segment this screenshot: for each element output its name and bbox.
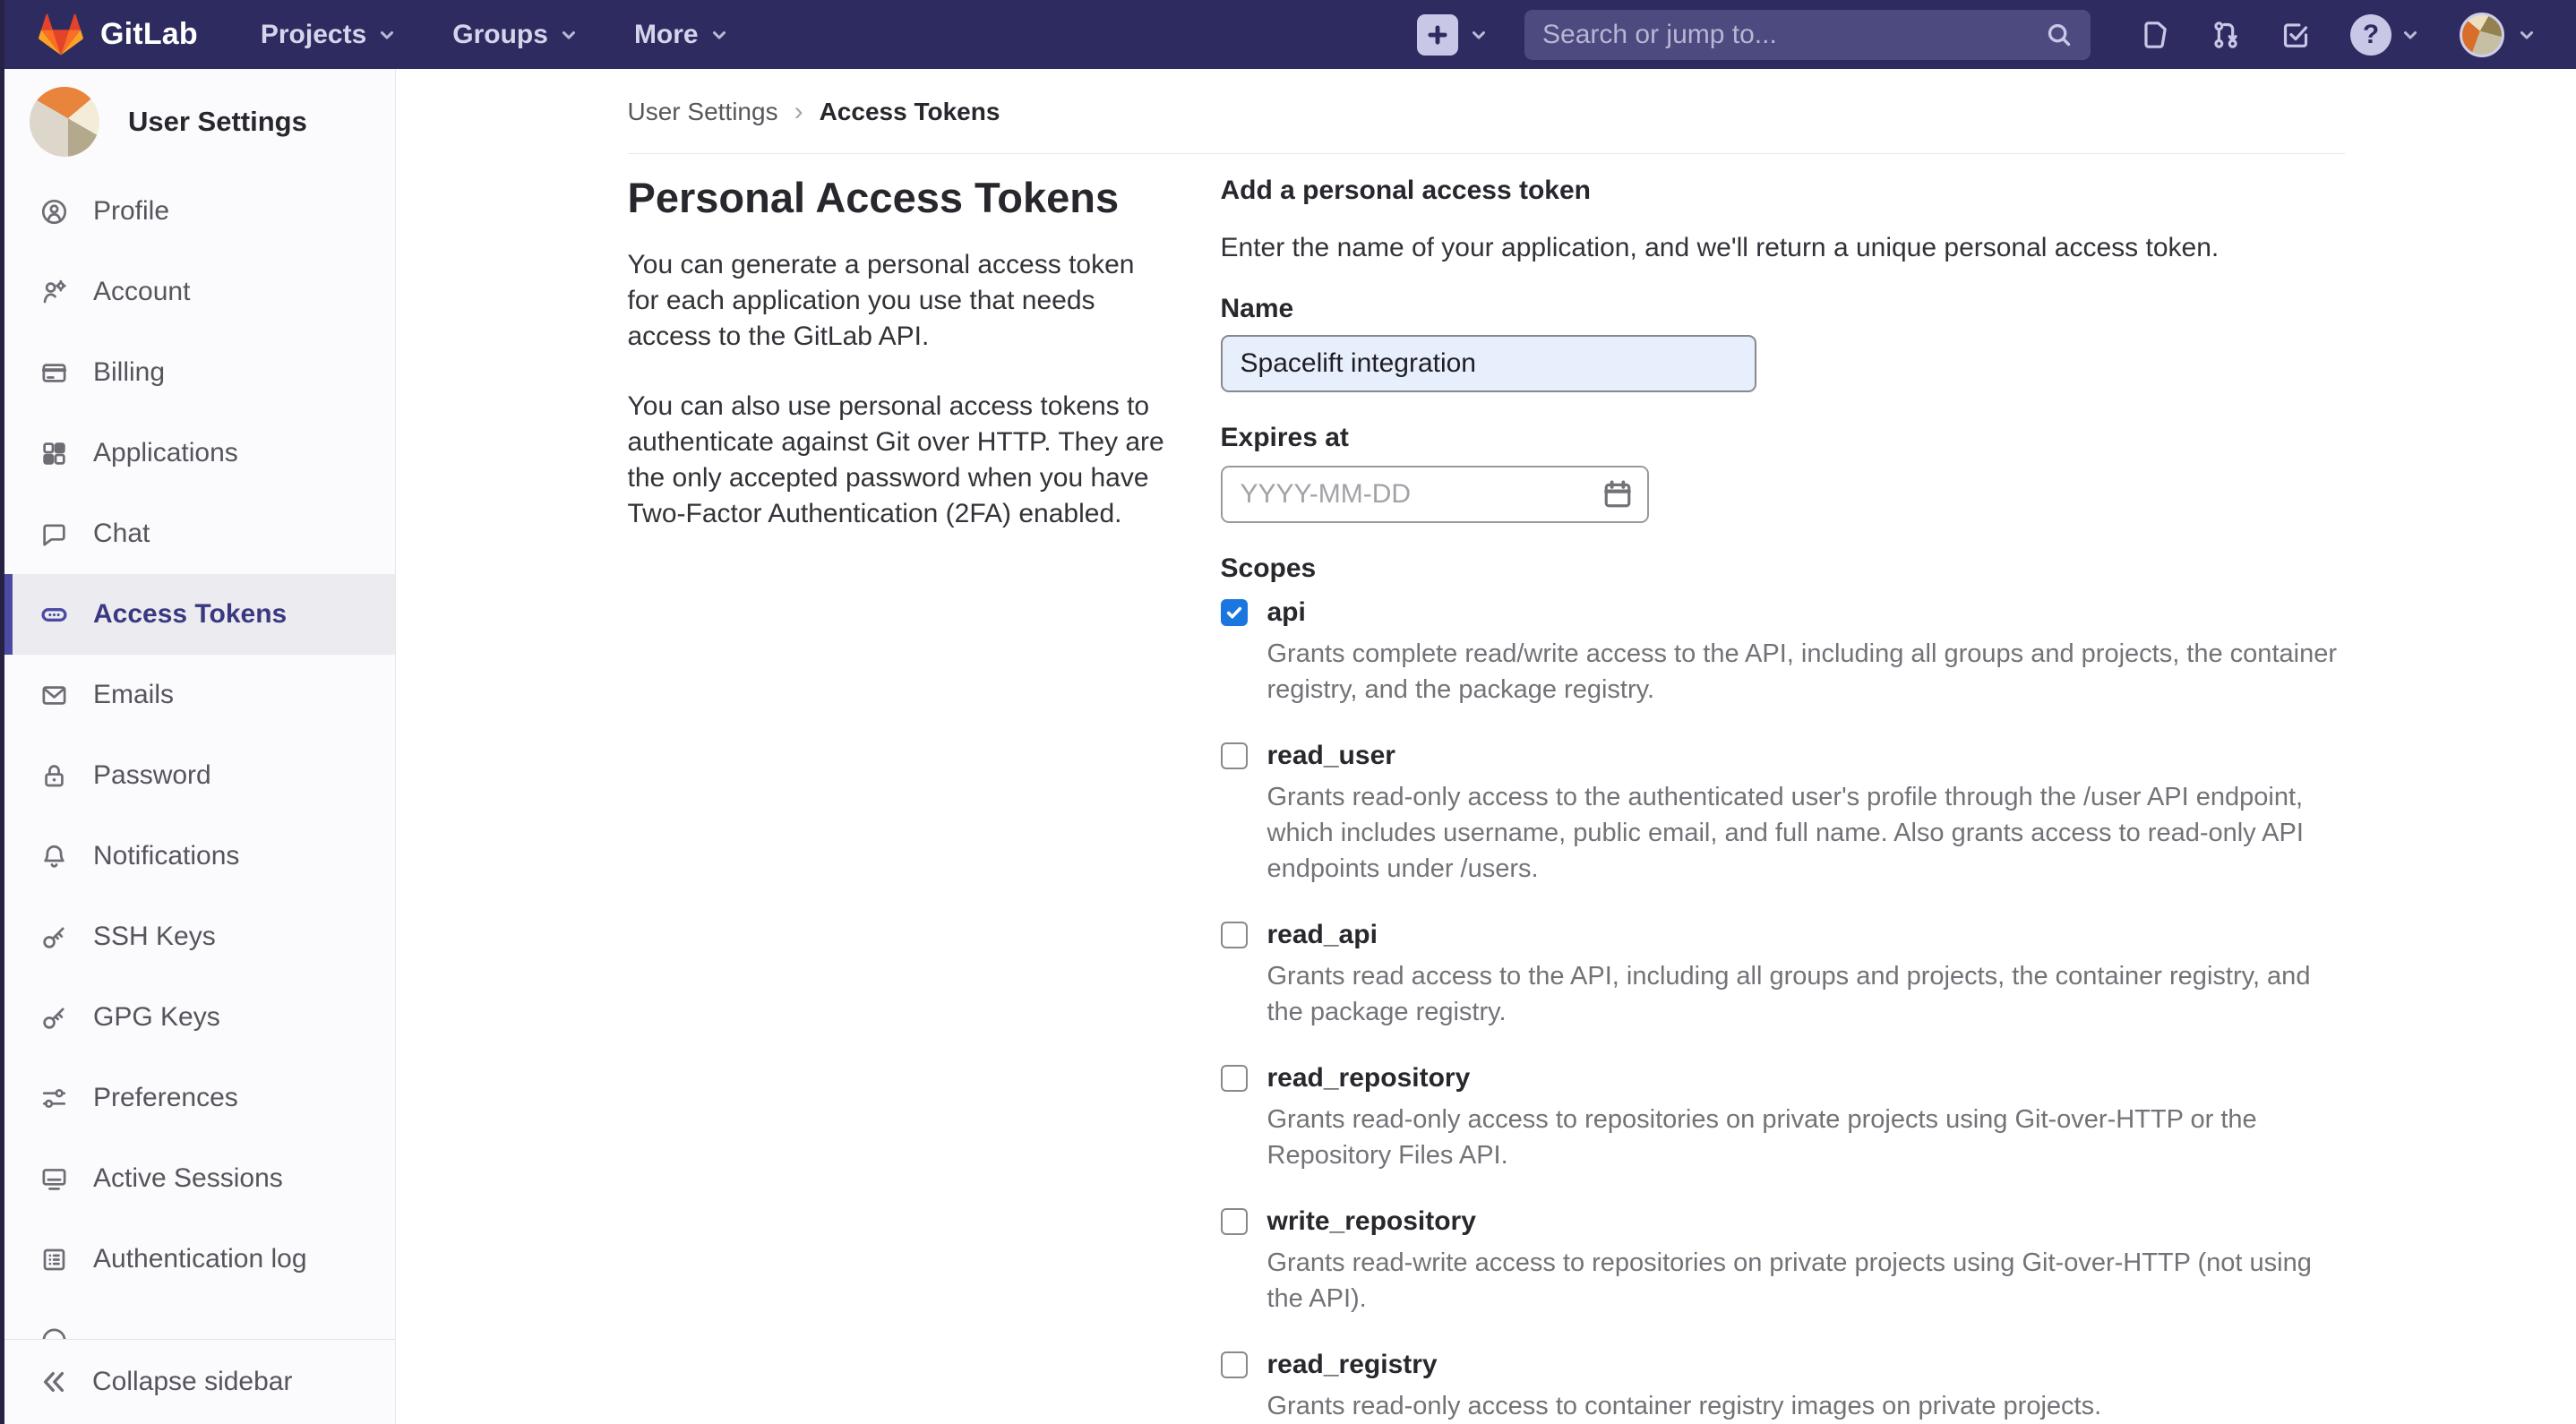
search-input[interactable] bbox=[1524, 10, 2091, 60]
sidebar-item-label: Account bbox=[93, 277, 191, 306]
main-content bbox=[396, 69, 2576, 1424]
email-icon bbox=[40, 682, 68, 709]
scope-checkbox-api[interactable] bbox=[1221, 599, 1248, 626]
scope-name: read_registry bbox=[1267, 1350, 1438, 1379]
applications-icon bbox=[40, 440, 68, 468]
window-edge bbox=[0, 0, 4, 1424]
nav-projects[interactable] bbox=[261, 20, 397, 50]
scope-row-read_registry bbox=[1221, 1349, 2345, 1424]
new-menu-button[interactable] bbox=[1417, 14, 1458, 56]
breadcrumb-current: Access Tokens bbox=[819, 98, 1000, 125]
scope-name: read_user bbox=[1267, 741, 1395, 770]
monitor-icon bbox=[40, 1165, 68, 1193]
scope-checkbox-read_api[interactable] bbox=[1221, 922, 1248, 948]
sidebar-item-notifications[interactable] bbox=[4, 816, 395, 896]
sidebar-item-billing[interactable] bbox=[4, 332, 395, 413]
sidebar-item-active-sessions[interactable] bbox=[4, 1138, 395, 1219]
scope-row-write_repository bbox=[1221, 1205, 2345, 1317]
top-navbar bbox=[0, 0, 2576, 69]
sidebar-title: User Settings bbox=[128, 106, 307, 137]
scope-description: Grants read access to the API, including all groups and projects, the container registry, and the package registry. bbox=[1267, 962, 2311, 1026]
collapse-sidebar-label: Collapse sidebar bbox=[92, 1367, 293, 1396]
user-avatar bbox=[30, 87, 99, 157]
scope-description: Grants read-only access to repositories on private projects using Git-over-HTTP or the Repository Files API. bbox=[1267, 1105, 2257, 1170]
form-heading: Add a personal access token bbox=[1220, 176, 1591, 205]
sidebar-item-emails[interactable] bbox=[4, 655, 395, 735]
sidebar-item-label: GPG Keys bbox=[93, 1002, 220, 1032]
help-icon: ? bbox=[2350, 14, 2391, 56]
chevron-down-icon bbox=[2517, 25, 2537, 45]
gitlab-brand[interactable] bbox=[38, 13, 198, 57]
sliders-icon bbox=[40, 1085, 68, 1112]
sidebar-item-ssh-keys[interactable] bbox=[4, 896, 395, 977]
sidebar-item-label: Chat bbox=[93, 519, 150, 548]
sidebar-item-profile[interactable] bbox=[4, 171, 395, 252]
navbar-actions bbox=[2141, 13, 2537, 57]
sidebar-item-label: Applications bbox=[93, 438, 238, 468]
page-description-1: You can generate a personal access token for each application you use that needs access to the GitLab API. bbox=[627, 250, 1135, 351]
scope-checkbox-read_user[interactable] bbox=[1221, 742, 1248, 769]
nav-projects-label: Projects bbox=[260, 19, 367, 49]
token-form bbox=[1221, 176, 2345, 1424]
bell-icon bbox=[40, 843, 68, 871]
chevron-down-icon bbox=[2400, 25, 2420, 45]
sidebar-item-label: Profile bbox=[93, 196, 170, 226]
avatar bbox=[2460, 13, 2504, 57]
token-icon bbox=[40, 601, 68, 629]
expires-at-field[interactable] bbox=[1221, 466, 1649, 523]
sidebar-item-label: Emails bbox=[93, 680, 175, 709]
breadcrumb bbox=[628, 94, 2345, 130]
collapse-double-chevron-icon bbox=[40, 1368, 67, 1395]
form-subheading: Enter the name of your application, and we'll return a unique personal access token. bbox=[1220, 233, 2220, 262]
chevron-down-icon bbox=[559, 25, 579, 45]
sidebar-item-label: Notifications bbox=[93, 841, 240, 871]
header-divider bbox=[628, 153, 2345, 154]
sidebar-item-applications[interactable] bbox=[4, 413, 395, 493]
scopes-label: Scopes bbox=[1220, 553, 1317, 583]
billing-icon bbox=[40, 359, 68, 387]
scope-row-read_repository bbox=[1221, 1062, 2345, 1173]
help-menu[interactable] bbox=[2350, 14, 2420, 56]
scope-row-api bbox=[1221, 596, 2345, 708]
key-icon bbox=[40, 1004, 68, 1032]
sidebar-item-authentication-log[interactable] bbox=[4, 1219, 395, 1300]
sidebar-item-label: Active Sessions bbox=[93, 1163, 283, 1193]
todos-icon[interactable] bbox=[2280, 20, 2311, 50]
nav-more[interactable] bbox=[634, 20, 729, 50]
scope-description: Grants complete read/write access to the API, including all groups and projects, the container registry, and the package registry. bbox=[1267, 639, 2337, 704]
scope-name: api bbox=[1267, 597, 1306, 627]
scope-checkbox-write_repository[interactable] bbox=[1221, 1208, 1248, 1235]
scope-name: write_repository bbox=[1267, 1206, 1476, 1236]
primary-nav bbox=[261, 20, 729, 50]
sidebar-item-preferences[interactable] bbox=[4, 1058, 395, 1138]
check-icon bbox=[1224, 603, 1244, 622]
breadcrumb-user-settings[interactable]: User Settings bbox=[627, 98, 778, 125]
nav-more-label: More bbox=[633, 19, 699, 49]
scope-checkbox-read_repository[interactable] bbox=[1221, 1065, 1248, 1092]
search-icon bbox=[2046, 21, 2073, 48]
gitlab-logo-icon bbox=[38, 13, 84, 57]
nav-groups[interactable] bbox=[452, 20, 579, 50]
lock-icon bbox=[40, 762, 68, 790]
nav-groups-label: Groups bbox=[452, 19, 548, 49]
chat-icon bbox=[40, 520, 68, 548]
sidebar-nav bbox=[4, 171, 395, 1380]
user-menu[interactable] bbox=[2460, 13, 2537, 57]
calendar-icon[interactable] bbox=[1602, 479, 1633, 510]
search-placeholder: Search or jump to... bbox=[1542, 19, 1777, 49]
scopes-list bbox=[1221, 596, 2345, 1424]
sidebar-item-label: Password bbox=[93, 760, 211, 790]
key-icon bbox=[40, 923, 68, 951]
expires-label: Expires at bbox=[1220, 423, 1349, 452]
token-name-input[interactable] bbox=[1221, 335, 1756, 392]
sidebar-item-label: SSH Keys bbox=[93, 922, 216, 951]
chevron-down-icon bbox=[377, 25, 397, 45]
plus-icon bbox=[1426, 23, 1449, 47]
scope-name: read_repository bbox=[1267, 1063, 1471, 1093]
chevron-down-icon[interactable] bbox=[1469, 25, 1489, 45]
sidebar-item-account[interactable] bbox=[4, 252, 395, 332]
scope-row-read_user bbox=[1221, 740, 2345, 887]
name-label: Name bbox=[1220, 294, 1294, 323]
scope-description: Grants read-only access to the authenticated user's profile through the /user API endpoint, which includes username, public email, and full name. Also grants access to read-only API endpoints under /users. bbox=[1267, 783, 2304, 883]
settings-sidebar bbox=[4, 69, 396, 1424]
sidebar-item-access-tokens[interactable] bbox=[4, 574, 395, 655]
page-description-2: You can also use personal access tokens to authenticate against Git over HTTP. They are the only accepted password when you have Two-Factor Authentication (2FA) enabled. bbox=[627, 391, 1164, 528]
sidebar-item-gpg-keys[interactable] bbox=[4, 977, 395, 1058]
scope-row-read_api bbox=[1221, 919, 2345, 1030]
sidebar-item-password[interactable] bbox=[4, 735, 395, 816]
brand-name: GitLab bbox=[100, 17, 198, 51]
sidebar-header bbox=[4, 69, 395, 171]
scope-checkbox-read_registry[interactable] bbox=[1221, 1351, 1248, 1378]
scope-description: Grants read-only access to container registry images on private projects. bbox=[1267, 1392, 2102, 1420]
collapse-sidebar-button[interactable] bbox=[4, 1339, 395, 1424]
sidebar-item-label: Preferences bbox=[93, 1083, 238, 1112]
chevron-down-icon bbox=[709, 25, 729, 45]
scope-description: Grants read-write access to repositories on private projects using Git-over-HTTP (not using the API). bbox=[1267, 1248, 2312, 1313]
page-title: Personal Access Tokens bbox=[627, 174, 1120, 221]
sidebar-item-label: Authentication log bbox=[93, 1244, 307, 1274]
merge-request-icon[interactable] bbox=[2211, 20, 2241, 50]
profile-icon bbox=[40, 198, 68, 226]
account-icon bbox=[40, 279, 68, 306]
scope-name: read_api bbox=[1267, 920, 1378, 949]
log-icon bbox=[40, 1246, 68, 1274]
sidebar-item-chat[interactable] bbox=[4, 493, 395, 574]
sidebar-item-label: Billing bbox=[93, 357, 166, 387]
breadcrumb-separator: › bbox=[794, 97, 803, 126]
sidebar-item-label: Access Tokens bbox=[93, 599, 288, 629]
issues-icon[interactable] bbox=[2141, 20, 2171, 50]
expires-at-input[interactable] bbox=[1241, 479, 1602, 510]
page-description-column bbox=[628, 176, 1165, 1424]
